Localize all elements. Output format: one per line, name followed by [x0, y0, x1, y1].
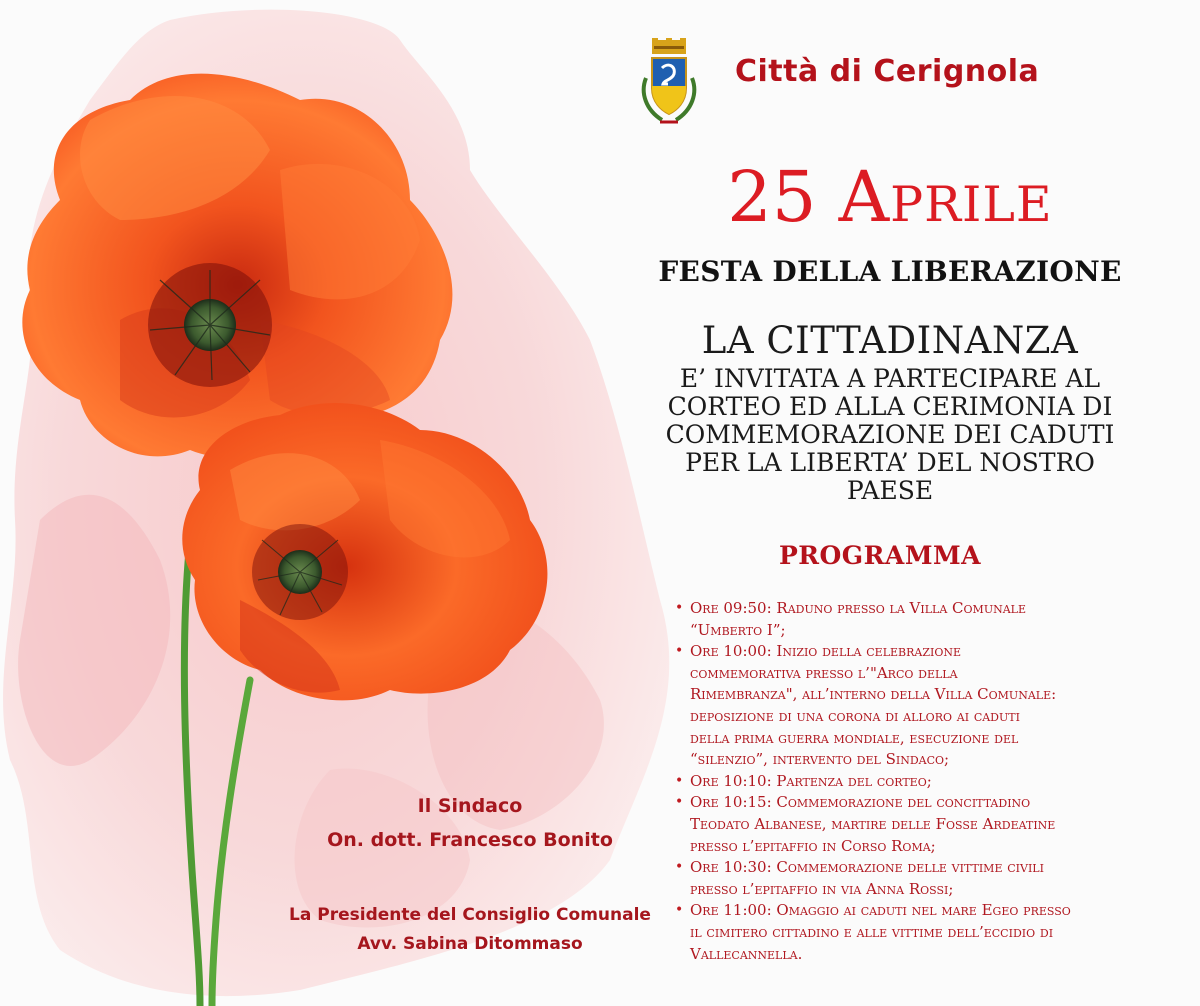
invitation-heading: LA CITTADINANZA [701, 319, 1079, 362]
bullet-icon: • [675, 902, 684, 919]
program-item [670, 641, 1180, 771]
program-item-text: Ore 11:00: Omaggio ai caduti nel mare Egeo presso il cimitero cittadino e alle vittime dell’eccidio di Vallecannella. [690, 901, 1071, 963]
president-role: La Presidente del Consiglio Comunale [289, 905, 651, 925]
invitation-line: PAESE [846, 476, 934, 505]
bullet-icon: • [675, 859, 684, 876]
bullet-icon: • [675, 794, 684, 811]
president-name: Avv. Sabina Ditommaso [357, 934, 583, 954]
bullet-icon: • [675, 772, 684, 789]
program-item-text: Ore 10:10: Partenza del corteo; [690, 771, 932, 790]
mayor-role: Il Sindaco [417, 795, 523, 817]
invitation-line: PER LA LIBERTA’ DEL NOSTRO [685, 448, 1095, 477]
invitation-line: E’ INVITATA A PARTECIPARE AL [679, 364, 1101, 393]
program-item [670, 900, 1180, 965]
coat-of-arms-icon [632, 38, 706, 130]
event-subtitle: FESTA DELLA LIBERAZIONE [658, 255, 1122, 288]
program-item-text: Ore 10:15: Commemorazione del concittadino Teodato Albanese, martire delle Fosse Ardeatine presso l’epitaffio in Corso Roma; [690, 793, 1056, 855]
program-item-text: Ore 09:50: Raduno presso la Villa Comunale “Umberto I”; [690, 599, 1026, 639]
program-item [670, 792, 1180, 857]
program-item [670, 857, 1180, 900]
mayor-name: On. dott. Francesco Bonito [327, 829, 613, 851]
bullet-icon: • [675, 643, 684, 660]
city-name: Città di Cerignola [735, 54, 1040, 89]
event-month: Aprile [838, 156, 1053, 238]
program-item [670, 771, 1180, 793]
event-day: 25 [727, 156, 817, 238]
invitation-line: COMMEMORAZIONE DEI CADUTI [665, 420, 1115, 449]
program-list [670, 598, 1180, 965]
program-item-text: Ore 10:00: Inizio della celebrazione commemorativa presso l’"Arco della Rimembranza", all’interno della Villa Comunale: deposizione di una corona di alloro ai caduti della prima guerra mondiale, esecuzione del “silenzio”, intervento del Sindaco; [690, 642, 1057, 769]
invitation-line: CORTEO ED ALLA CERIMONIA DI [667, 392, 1113, 421]
bullet-icon: • [675, 600, 684, 616]
program-heading: PROGRAMMA [778, 541, 982, 570]
event-date-title [600, 156, 1180, 238]
program-item [670, 598, 1180, 641]
invitation-text [600, 365, 1180, 505]
program-item-text: Ore 10:30: Commemorazione delle vittime civili presso l’epitaffio in via Anna Rossi; [690, 858, 1044, 898]
